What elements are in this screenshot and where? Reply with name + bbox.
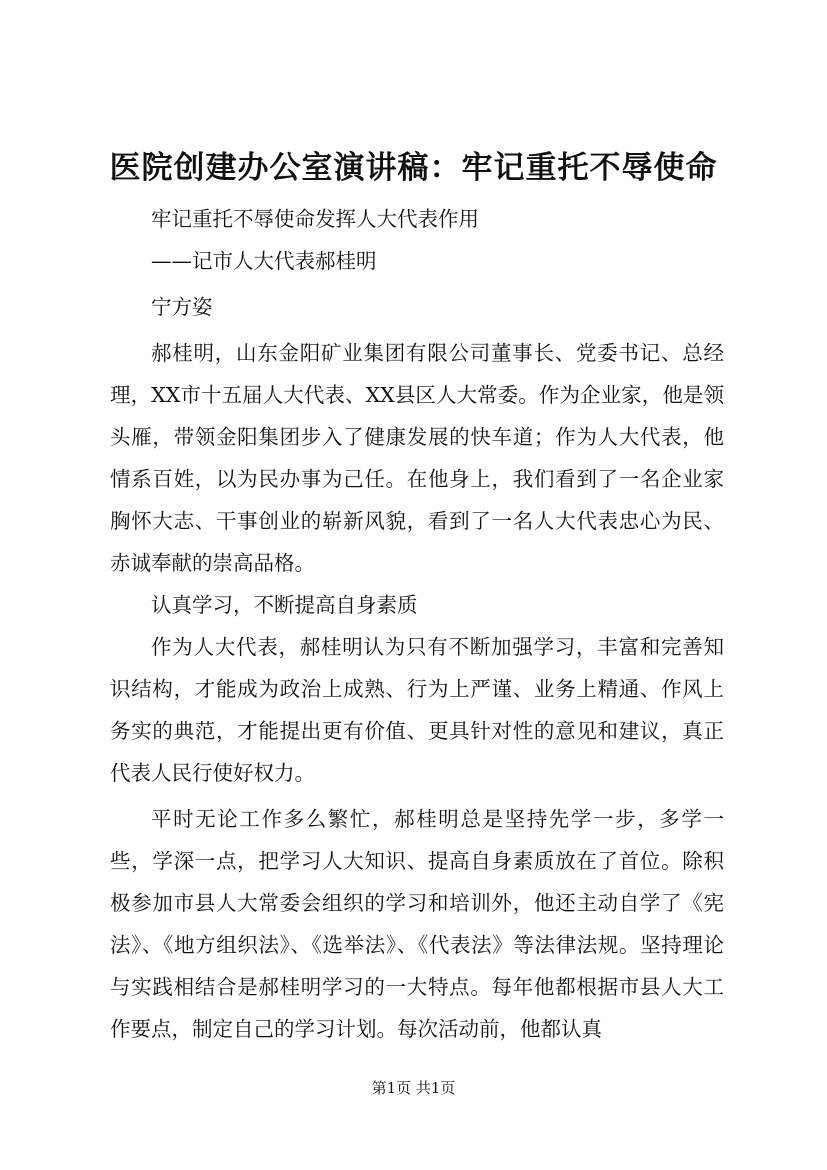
paragraph: 作为人大代表，郝桂明认为只有不断加强学习，丰富和完善知识结构，才能成为政治上成熟、行为上严谨、业务上精通、作风上务实的典范，才能提出更有价值、更具针对性的意见和建议，真正代表人民行使好权力。 <box>110 635 724 785</box>
subtitle: 牢记重托不辱使命发挥人大代表作用 <box>151 207 479 231</box>
document-body <box>110 198 724 1050</box>
document-title: 医院创建办公室演讲稿：牢记重托不辱使命 <box>109 150 718 186</box>
paragraph: 平时无论工作多么繁忙，郝桂明总是坚持先学一步，多学一些，学深一点，把学习人大知识、提高自身素质放在了首位。除积极参加市县人大常委会组织的学习和培训外，他还主动自学了《宪法》、《地方组织法》、《选举法》、《代表法》等法律法规。坚持理论与实践相结合是郝桂明学习的一大特点。每年他都根据市县人大工作要点，制定自己的学习计划。每次活动前，他都认真 <box>110 807 724 1041</box>
author: 宁方姿 <box>151 295 213 319</box>
page-number: 第1页 共1页 <box>371 1079 456 1097</box>
section-heading: 认真学习，不断提高自身素质 <box>151 593 418 617</box>
byline: ——记市人大代表郝桂明 <box>151 249 377 273</box>
paragraph: 郝桂明，山东金阳矿业集团有限公司董事长、党委书记、总经理，XX市十五届人大代表、XX县区人大常委。作为企业家，他是领头雁，带领金阳集团步入了健康发展的快车道；作为人大代表，他情系百姓，以为民办事为己任。在他身上，我们看到了一名企业家胸怀大志、干事创业的崭新风貌，看到了一名人大代表忠心为民、赤诚奉献的崇高品格。 <box>110 341 724 575</box>
